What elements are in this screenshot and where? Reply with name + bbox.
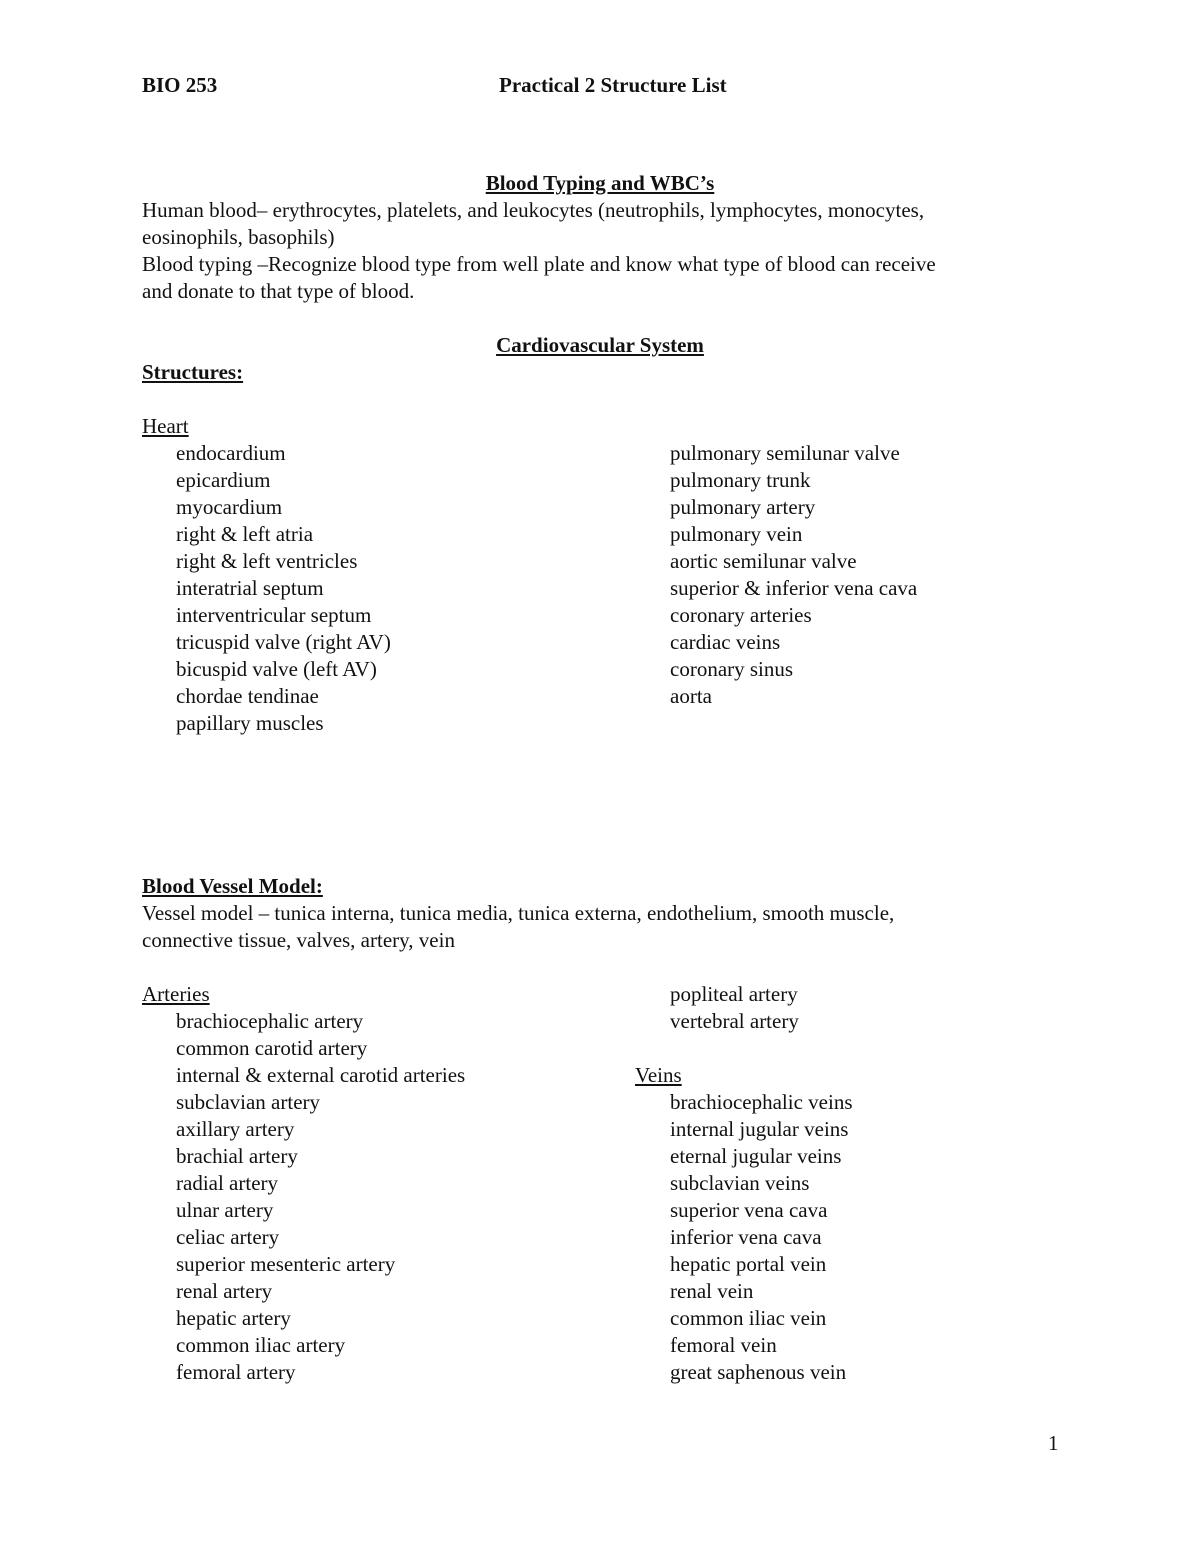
- list-item: hepatic artery: [176, 1306, 291, 1330]
- list-item: internal & external carotid arteries: [176, 1063, 466, 1087]
- text-line: and donate to that type of blood.: [142, 279, 415, 303]
- list-item: great saphenous vein: [670, 1360, 847, 1384]
- list-item: popliteal artery: [670, 982, 798, 1006]
- list-item: celiac artery: [176, 1225, 280, 1249]
- text-line: Vessel model – tunica interna, tunica media, tunica externa, endothelium, smooth muscle,: [142, 901, 895, 925]
- list-item: pulmonary trunk: [670, 468, 811, 492]
- heart-list-right: [670, 440, 917, 710]
- list-item: renal artery: [176, 1279, 273, 1303]
- list-item: pulmonary semilunar valve: [670, 441, 900, 465]
- course-code: BIO 253: [142, 73, 218, 97]
- heart-list-left: [176, 440, 391, 737]
- list-item: eternal jugular veins: [670, 1144, 842, 1168]
- text-line: Blood typing –Recognize blood type from well plate and know what type of blood can receive: [142, 252, 936, 276]
- list-item: femoral vein: [670, 1333, 777, 1357]
- vessel-model-text: [142, 900, 894, 954]
- veins-label: Veins: [635, 1063, 682, 1087]
- arteries-list-continued: [670, 981, 799, 1035]
- list-item: pulmonary artery: [670, 495, 816, 519]
- list-item: right & left ventricles: [176, 549, 358, 573]
- list-item: aortic semilunar valve: [670, 549, 857, 573]
- list-item: epicardium: [176, 468, 271, 492]
- text-line: eosinophils, basophils): [142, 225, 335, 249]
- list-item: common carotid artery: [176, 1036, 368, 1060]
- list-item: subclavian veins: [670, 1171, 810, 1195]
- heart-label: Heart: [142, 414, 189, 438]
- list-item: common iliac vein: [670, 1306, 827, 1330]
- list-item: superior & inferior vena cava: [670, 576, 918, 600]
- list-item: renal vein: [670, 1279, 754, 1303]
- veins-list: [670, 1089, 853, 1386]
- list-item: vertebral artery: [670, 1009, 799, 1033]
- arteries-label: Arteries: [142, 982, 210, 1006]
- list-item: interventricular septum: [176, 603, 372, 627]
- list-item: cardiac veins: [670, 630, 781, 654]
- list-item: right & left atria: [176, 522, 314, 546]
- list-item: tricuspid valve (right AV): [176, 630, 391, 654]
- text-line: connective tissue, valves, artery, vein: [142, 928, 455, 952]
- blood-typing-text: [142, 197, 936, 305]
- list-item: subclavian artery: [176, 1090, 321, 1114]
- list-item: internal jugular veins: [670, 1117, 849, 1141]
- list-item: superior mesenteric artery: [176, 1252, 396, 1276]
- list-item: aorta: [670, 684, 712, 708]
- list-item: superior vena cava: [670, 1198, 828, 1222]
- list-item: hepatic portal vein: [670, 1252, 827, 1276]
- list-item: endocardium: [176, 441, 286, 465]
- list-item: brachiocephalic artery: [176, 1009, 364, 1033]
- document-title: Practical 2 Structure List: [499, 73, 727, 97]
- list-item: coronary arteries: [670, 603, 812, 627]
- list-item: brachiocephalic veins: [670, 1090, 853, 1114]
- list-item: radial artery: [176, 1171, 279, 1195]
- list-item: pulmonary vein: [670, 522, 803, 546]
- list-item: axillary artery: [176, 1117, 295, 1141]
- list-item: bicuspid valve (left AV): [176, 657, 377, 681]
- list-item: chordae tendinae: [176, 684, 319, 708]
- list-item: inferior vena cava: [670, 1225, 822, 1249]
- blood-vessel-heading: Blood Vessel Model:: [142, 874, 323, 898]
- cardiovascular-heading: Cardiovascular System: [496, 333, 704, 357]
- list-item: brachial artery: [176, 1144, 298, 1168]
- list-item: papillary muscles: [176, 711, 324, 735]
- text-line: Human blood– erythrocytes, platelets, and leukocytes (neutrophils, lymphocytes, monocytes,: [142, 198, 925, 222]
- arteries-list: [176, 1008, 465, 1386]
- structures-label: Structures:: [142, 360, 244, 384]
- blood-typing-heading: Blood Typing and WBC’s: [485, 171, 715, 195]
- list-item: myocardium: [176, 495, 283, 519]
- page-number: 1: [1048, 1431, 1059, 1455]
- list-item: common iliac artery: [176, 1333, 346, 1357]
- list-item: interatrial septum: [176, 576, 324, 600]
- list-item: femoral artery: [176, 1360, 296, 1384]
- list-item: coronary sinus: [670, 657, 794, 681]
- list-item: ulnar artery: [176, 1198, 274, 1222]
